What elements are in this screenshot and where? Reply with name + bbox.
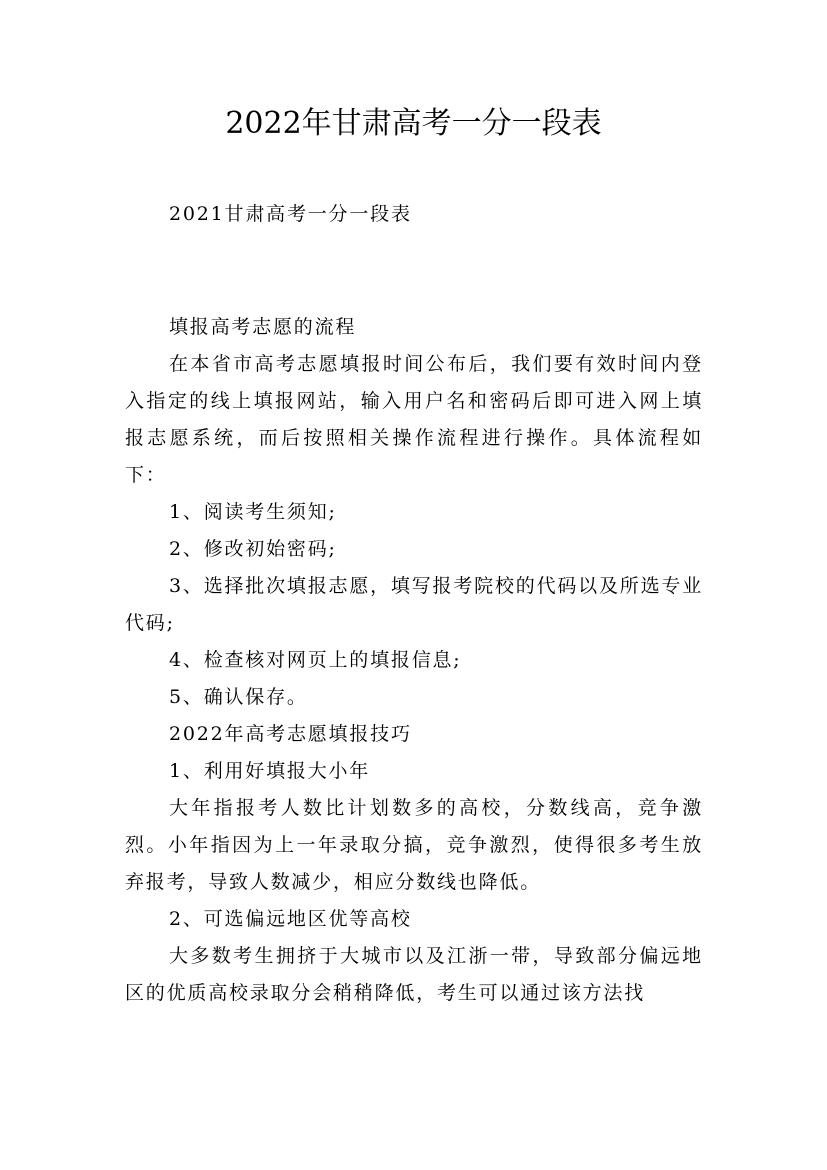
paragraph-tip-2-title: 2、可选偏远地区优等高校	[169, 908, 412, 930]
paragraph-subtitle: 2021甘肃高考一分一段表	[169, 203, 412, 225]
paragraph-step-2: 2、修改初始密码;	[169, 538, 337, 560]
paragraph-tip-1-title: 1、利用好填报大小年	[169, 760, 371, 782]
paragraph-tip-2-body: 大多数考生拥挤于大城市以及江浙一带，导致部分偏远地区的优质高校录取分会稍稍降低，考生可以通过该方法找	[125, 945, 703, 1004]
paragraph-step-4: 4、检查核对网页上的填报信息;	[169, 649, 462, 671]
paragraph-heading-tips: 2022年高考志愿填报技巧	[169, 723, 412, 745]
paragraph-step-5: 5、确认保存。	[169, 686, 308, 708]
paragraph-step-1: 1、阅读考生须知;	[169, 501, 337, 523]
paragraph-process-intro: 在本省市高考志愿填报时间公布后，我们要有效时间内登入指定的线上填报网站，输入用户名和密码后即可进入网上填报志愿系统，而后按照相关操作流程进行操作。具体流程如下：	[125, 353, 703, 486]
paragraph-heading-process: 填报高考志愿的流程	[169, 316, 357, 338]
paragraph-tip-1-body: 大年指报考人数比计划数多的高校，分数线高，竞争激烈。小年指因为上一年录取分搞，竞争激烈，使得很多考生放弃报考，导致人数减少，相应分数线也降低。	[125, 797, 703, 893]
document-title: 2022年甘肃高考一分一段表	[225, 106, 602, 141]
paragraph-step-3: 3、选择批次填报志愿，填写报考院校的代码以及所选专业代码;	[125, 575, 703, 634]
